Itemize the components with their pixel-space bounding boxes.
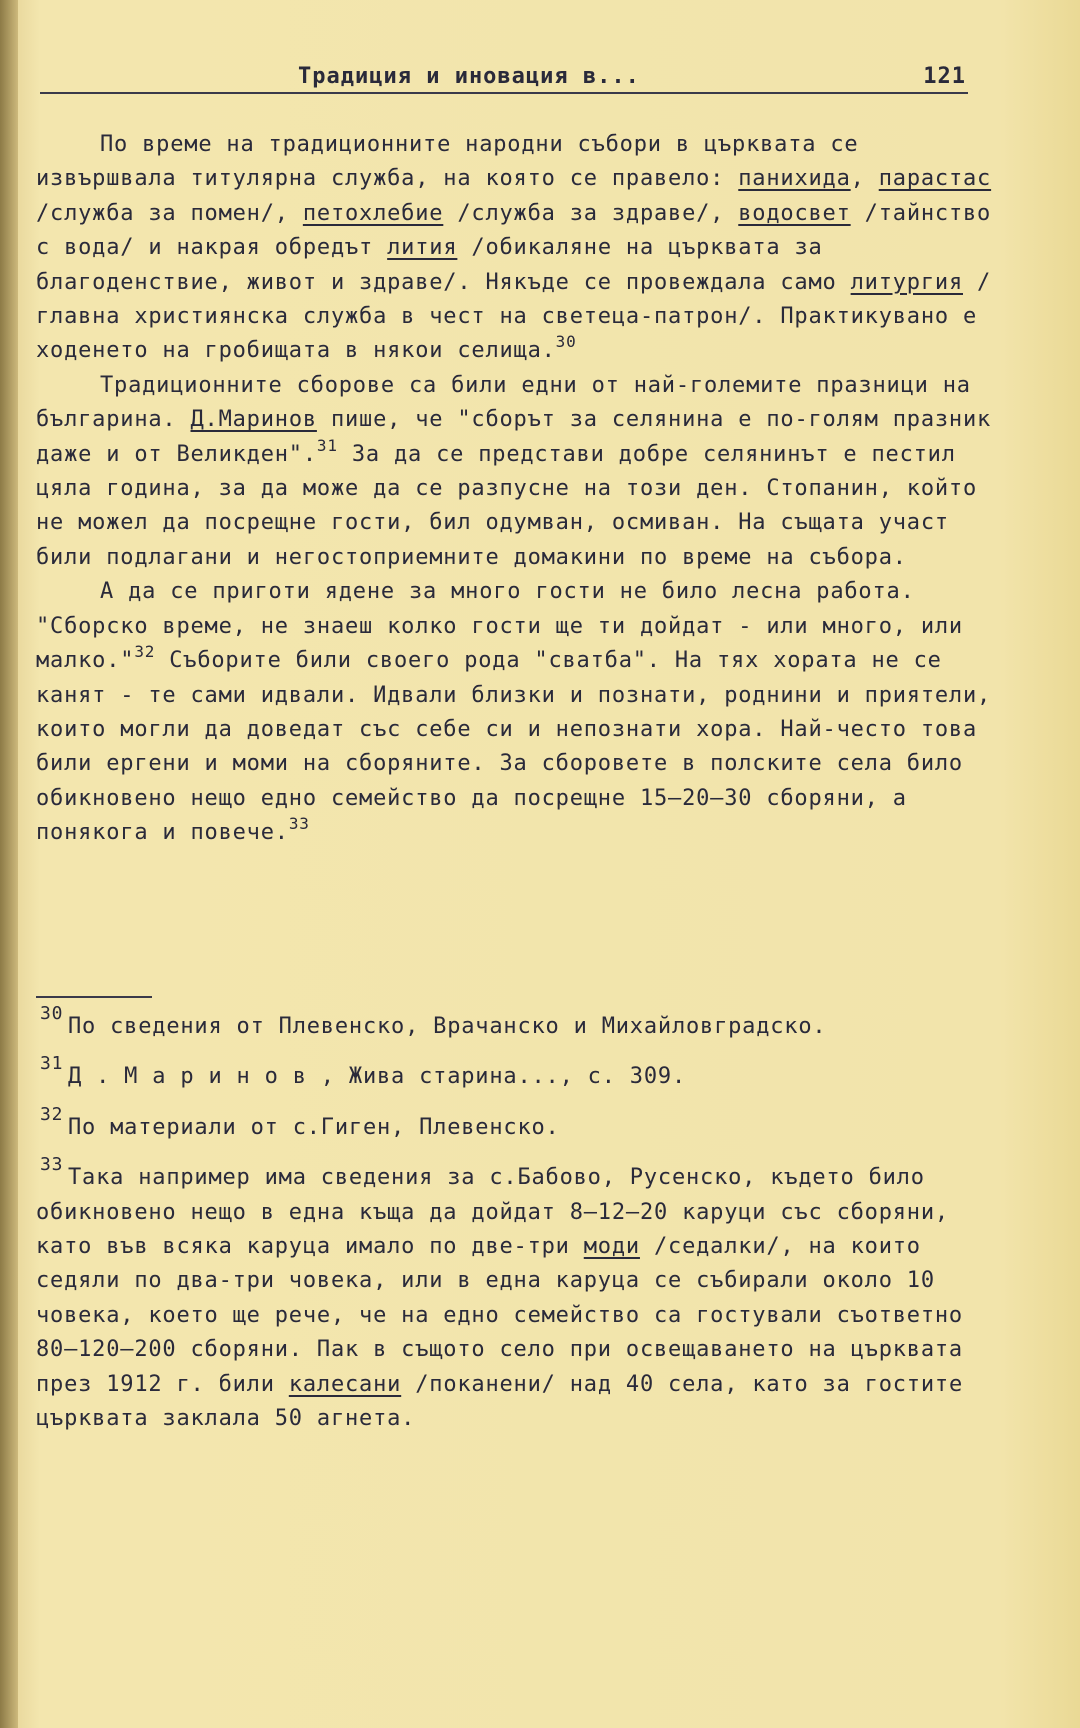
text-run: /служба за помен/, [36,200,303,226]
text-run: По време на традиционните народни събори в църквата се извършвала титулярна служба, на която се правело: [36,132,859,192]
footnotes [36,1003,996,1452]
text-run: пише, че "сборът за селянина е по-голям празник даже и от Великден". [36,407,992,467]
paragraph [36,369,996,575]
text-run: /главна християнска служба в чест на светеца-патрон/. Практикувано е ходенето на гробищата в някои селища. [36,269,992,364]
paragraph [36,575,996,850]
text-run: Традиционните сборове са били едни от най-големите празници на българина. [36,372,971,433]
text-run: Д . М а р и н о в , Жива старина..., с. 309. [68,1064,686,1090]
text-run: За да се представи добре селянинът е пестил цяла година, за да може да се разпусне на този ден. Стопанин, който не можел да посрещне гости, бил одумван, осмиван. На същата участ били подлагани и негостоприемните домакини по време на събора. [36,441,978,570]
text-run: /тайнство с вода/ и накрая обредът [36,200,992,261]
text-run: По сведения от Плевенско, Врачанско и Михайловградско. [68,1014,827,1039]
underlined-term: моди [583,1234,640,1260]
underlined-term: литургия [850,269,963,295]
footnote-separator [36,996,152,998]
page-binding-edge [0,0,18,1728]
running-header [40,62,968,94]
underlined-term: водосвет [738,200,851,226]
footnote: 30По сведения от Плевенско, Врачанско и Михайловградско. [40,1003,827,1039]
page-number: 121 [923,64,966,89]
paragraph [36,128,996,369]
text-run: /поканени/ над 40 села, като за гостите църквата заклала 50 агнета. [36,1371,963,1432]
underlined-term: Д.Маринов [190,407,317,433]
underlined-term: панихида [738,166,851,192]
text-run: /седалки/, на които седяли по два-три човека, или в една каруца се събирали около 10 човека, което ще рече, че на едно семейство са гостували съответно 80—120—200 сборяни. Пак в същото село при освещаването на църквата през 1912 г. били [36,1234,963,1397]
text-run: /служба за здраве/, [443,200,739,226]
text-run: По материали от с.Гиген, Плевенско. [68,1114,560,1140]
underlined-term: калесани [288,1371,402,1397]
text-run: /обикаляне на църквата за благоденствие, живот и здраве/. Някъде се провеждала само [36,235,851,295]
text-run: Така например има сведения за с.Бабово, Русенско, където било обикновено нещо в една къща да дойдат 8—12—20 каруци със сборяни, като във всяка каруца имало по две-три [36,1165,949,1260]
footnote: 31Д . М а р и н о в , Жива старина..., с. 309. [40,1053,686,1090]
running-header-title: Традиция и иновация в... [298,64,640,89]
underlined-term: лития [387,235,458,261]
text-run: Съборите били своего рода "сватба". На тях хората не се канят - те сами идвали. Идвали близки и познати, роднини и приятели, които могли да доведат със себе си и непознати хора. Най-често това били ергени и моми на сборяните. За сборовете в полските села било обикновено нещо едно семейство да посрещне 15—20—30 сборяни, а понякога и повече. [36,648,992,846]
underlined-term: парастас [878,166,992,192]
footnote-reference: 30 [555,332,577,352]
footnote: 32По материали от с.Гиген, Плевенско. [40,1103,560,1140]
text-run: , [850,166,879,192]
footnote-reference: 31 [316,435,338,455]
underlined-term: петохлебие [302,200,444,226]
text-run: А да се приготи ядене за много гости не било лесна работа. "Сборско време, не знаеш колко гости ще ти дойдат - или много, или малко." [36,579,963,674]
main-text [36,128,996,851]
footnote: 33Така например има сведения за с.Бабово, Русенско, където било обикновено нещо в една къща да дойдат 8—12—20 каруци със сборяни, като във всяка каруца имало по две-три моди /седалки/, на които седяли по два-три човека, или в една каруца се събирали около 10 човека, което ще рече, че на едно семейство са гостували съответно 80—120—200 сборяни. Пак в същото село при освещаването на църквата през 1912 г. били калесани /поканени/ над 40 села, като за гостите църквата заклала 50 агнета. [36,1154,963,1432]
footnote-reference: 33 [288,814,310,834]
footnote-reference: 32 [134,642,156,662]
